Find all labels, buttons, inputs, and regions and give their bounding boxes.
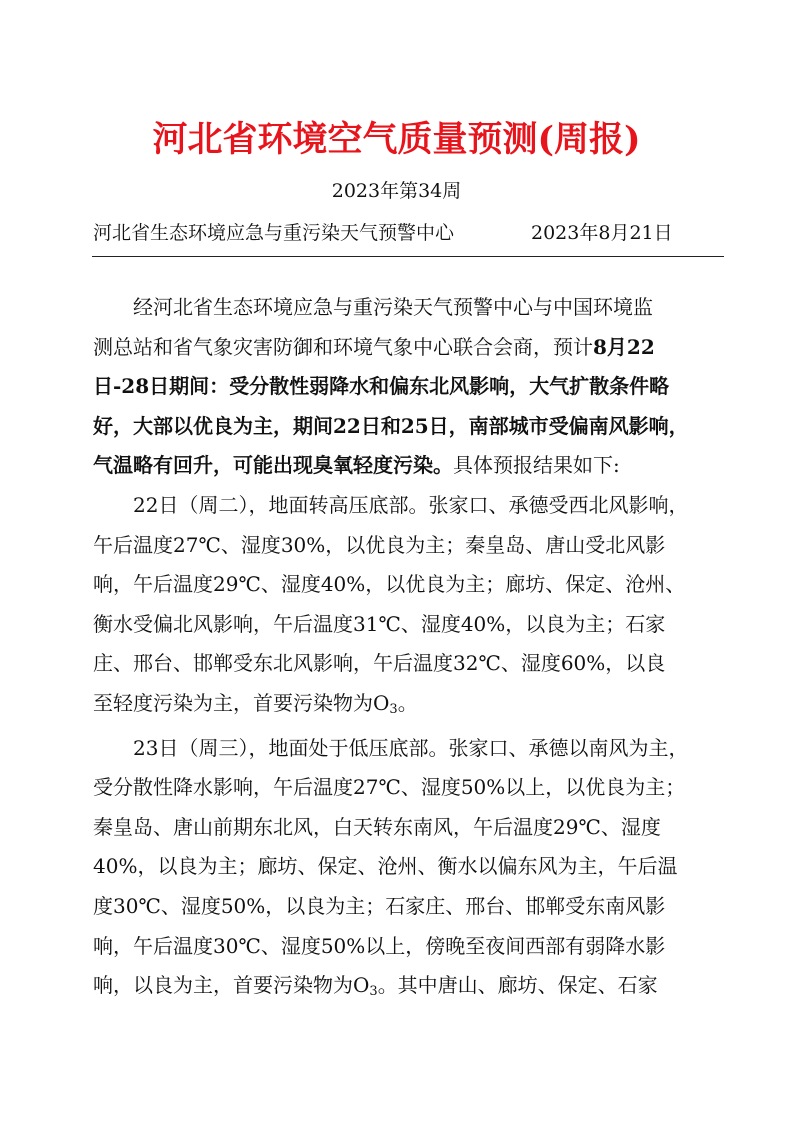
text-line: 气温略有回升，可能出现臭氧轻度污染。 具体预报结果如下: [93,453,620,478]
text-line: 测总站和省气象灾害防御和环境气象中心联合会商，预计8月22 [93,334,655,359]
text-line: 午后温度27℃、湿度30%，以优良为主；秦皇岛、唐山受北风影 [93,532,666,557]
text-line: 衡水受偏北风影响，午后温度31℃、湿度40%，以良为主；石家 [93,611,666,636]
header-divider [92,256,724,257]
issue-date: 2023年8月21日 [531,222,673,244]
issuer-name: 河北省生态环境应急与重污染天气预警中心 [93,222,455,244]
text-line: 响，午后温度30℃、湿度50%以上，傍晚至夜间西部有弱降水影 [93,933,666,958]
week-label: 2023年第34周 [331,180,462,202]
text-line: 22日（周二），地面转高压底部。张家口、承德受西北风影响， [133,492,689,517]
paragraph-day-23 [93,729,723,1006]
text-line: 度30℃、湿度50%，以良为主；石家庄、邢台、邯郸受东南风影 [93,893,666,918]
text-line-bold: 日-28日期间：受分散性弱降水和偏东北风影响，大气扩散条件略 [93,374,670,399]
text-line: 庄、邢台、邯郸受东北风影响，午后温度32℃、湿度60%，以良 [93,651,666,676]
text-line: 至轻度污染为主，首要污染物为$O_3$。 [93,690,418,717]
text-line: 受分散性降水影响，午后温度27℃、湿度50%以上，以优良为主； [93,775,686,800]
text-line: 秦皇岛、唐山前期东北风，白天转东南风，午后温度29℃、湿度 [93,814,661,839]
text-line: 40%，以良为主；廊坊、保定、沧州、衡水以偏东风为主，午后温 [93,854,678,879]
document-title: 河北省环境空气质量预测(周报) [152,119,641,160]
text-line: 响，以良为主，首要污染物为$O_3$。其中唐山、廊坊、保定、石家 [93,973,658,1000]
text-line-bold: 好，大部以优良为主，期间22日和25日，南部城市受偏南风影响， [93,413,689,438]
paragraph-day-22 [93,486,723,724]
document-body [93,288,723,1006]
text-line: 23日（周三），地面处于低压底部。张家口、承德以南风为主， [133,735,689,760]
text-line: 响，午后温度29℃、湿度40%，以优良为主；廊坊、保定、沧州、 [93,572,686,597]
paragraph-overview [93,288,723,486]
text-line: 经河北省生态环境应急与重污染天气预警中心与中国环境监 [133,295,653,319]
